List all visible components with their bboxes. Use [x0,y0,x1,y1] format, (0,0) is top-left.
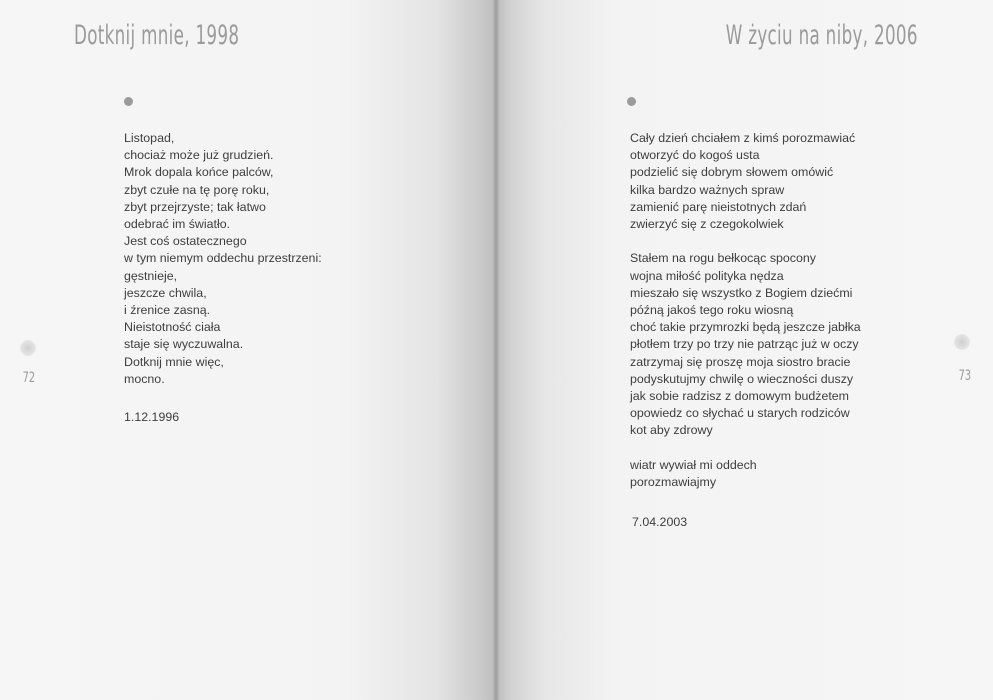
poem-line: wojna miłość polityka nędza [630,268,784,283]
poem-line: Dotknij mnie więc, [124,354,224,369]
poem-line: Nieistotność ciała [124,320,221,335]
poem-line: w tym niemym oddechu przestrzeni: [124,251,322,266]
poem-line: odebrać im światło. [124,217,231,232]
poem-date: 1.12.1996 [124,410,180,424]
poem-line: podzielić się dobrym słowem omówić [630,165,834,180]
poem-line: Mrok dopala końce palców, [124,165,274,180]
poem-line: zamienić parę nieistotnych zdań [630,199,807,214]
flower-ornament-icon [954,334,970,350]
poem-line: opowiedz co słychać u starych rodziców [630,406,850,421]
poem-line: Jest coś ostatecznego [124,234,247,249]
book-gutter [493,0,499,700]
left-poem [124,130,322,388]
stanza-break [630,233,861,250]
poem-line: kilka bardzo ważnych spraw [630,182,785,197]
poem-line: Cały dzień chciałem z kimś porozmawiać [630,131,856,145]
poem-line: zbyt czułe na tę porę roku, [124,182,270,197]
right-page-header: W życiu na niby, 2006 [725,20,918,51]
stanza-break [630,440,861,457]
left-page-header: Dotknij mnie, 1998 [74,20,240,51]
poem-line: wiatr wywiał mi oddech [630,457,757,472]
poem-line: Listopad, [124,131,175,145]
poem-line: późną jakoś tego roku wiosną [630,303,794,318]
poem-line: płotłem trzy po trzy nie patrząc już w oczy [630,337,859,352]
poem-line: chociaż może już grudzień. [124,148,274,163]
poem-line: mocno. [124,371,165,386]
poem-date: 7.04.2003 [632,515,688,529]
left-page [0,0,496,700]
poem-line: podyskutujmy chwilę o wieczności duszy [630,371,854,386]
poem-line: staje się wyczuwalna. [124,337,244,352]
poem-line: zatrzymaj się proszę moja siostro bracie [630,354,851,369]
poem-line: otworzyć do kogoś usta [630,148,760,163]
poem-line: jak sobie radzisz z domowym budżetem [630,389,849,404]
right-page [496,0,993,700]
bullet-icon [124,97,133,106]
poem-line: choć takie przymrozki będą jeszcze jabłka [630,320,861,335]
poem-line: zwierzyć się z czegokolwiek [630,217,784,232]
poem-line: porozmawiajmy [630,475,717,490]
page-number: 72 [22,370,36,386]
page-number: 73 [958,368,972,384]
poem-line: mieszało się wszystko z Bogiem dziećmi [630,285,853,300]
poem-line: kot aby zdrowy [630,423,713,438]
right-poem [630,130,861,491]
poem-line: i źrenice zasną. [124,303,211,318]
poem-line: zbyt przejrzyste; tak łatwo [124,199,266,214]
poem-line: gęstnieje, [124,268,178,283]
bullet-icon [627,97,636,106]
flower-ornament-icon [20,340,36,356]
poem-line: jeszcze chwila, [124,285,207,300]
poem-line: Stałem na rogu bełkocąc spocony [630,251,816,266]
